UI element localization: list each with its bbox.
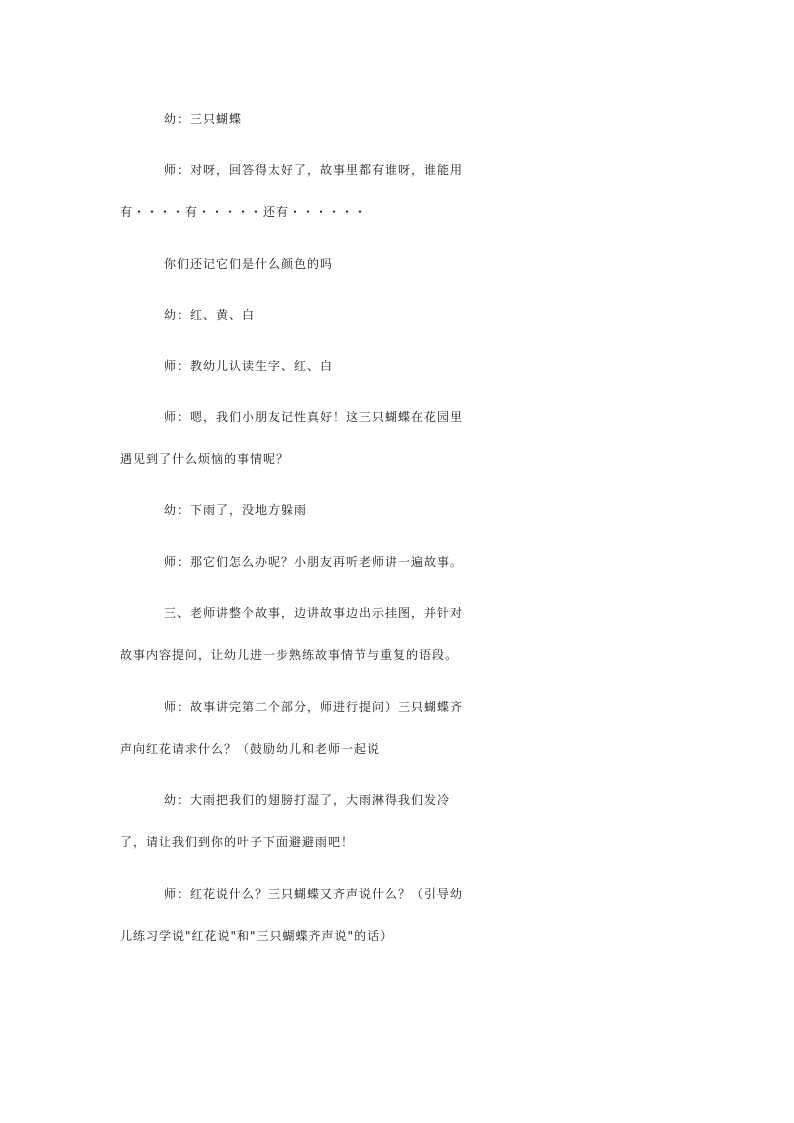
text-line: 师：教幼儿认读生字、红、白 [164, 359, 334, 373]
text-line: 了，请让我们到你的叶子下面避避雨吧！ [120, 835, 355, 849]
text-line: 你们还记它们是什么颜色的吗 [164, 257, 334, 271]
text-line: 幼：红、黄、白 [164, 308, 256, 322]
text-line: 幼：下雨了，没地方躲雨 [164, 503, 308, 517]
text-line: 有・・・・有・・・・・还有・・・・・・ [120, 205, 368, 219]
text-line: 三、老师讲整个故事，边讲故事边出示挂图，并针对 [164, 606, 464, 620]
text-line: 师：红花说什么？三只蝴蝶又齐声说什么？（引导幼 [164, 887, 464, 901]
text-line: 儿练习学说"红花说"和"三只蝴蝶齐声说"的话） [120, 929, 394, 943]
text-line: 师：那它们怎么办呢？小朋友再听老师讲一遍故事。 [164, 555, 464, 569]
text-line: 幼：大雨把我们的翅膀打湿了，大雨淋得我们发冷 [164, 793, 451, 807]
text-line: 师：故事讲完第二个部分，师进行提问）三只蝴蝶齐 [164, 700, 464, 714]
text-line: 故事内容提问，让幼儿进一步熟练故事情节与重复的语段。 [120, 648, 459, 662]
text-line: 师：对呀，回答得太好了，故事里都有谁呀，谁能用 [164, 163, 464, 177]
text-line: 声向红花请求什么？（鼓励幼儿和老师一起说 [120, 742, 381, 756]
text-line: 幼：三只蝴蝶 [164, 112, 243, 126]
text-line: 师：嗯，我们小朋友记性真好！这三只蝴蝶在花园里 [164, 410, 464, 424]
text-line: 遇见到了什么烦恼的事情呢？ [120, 452, 290, 466]
